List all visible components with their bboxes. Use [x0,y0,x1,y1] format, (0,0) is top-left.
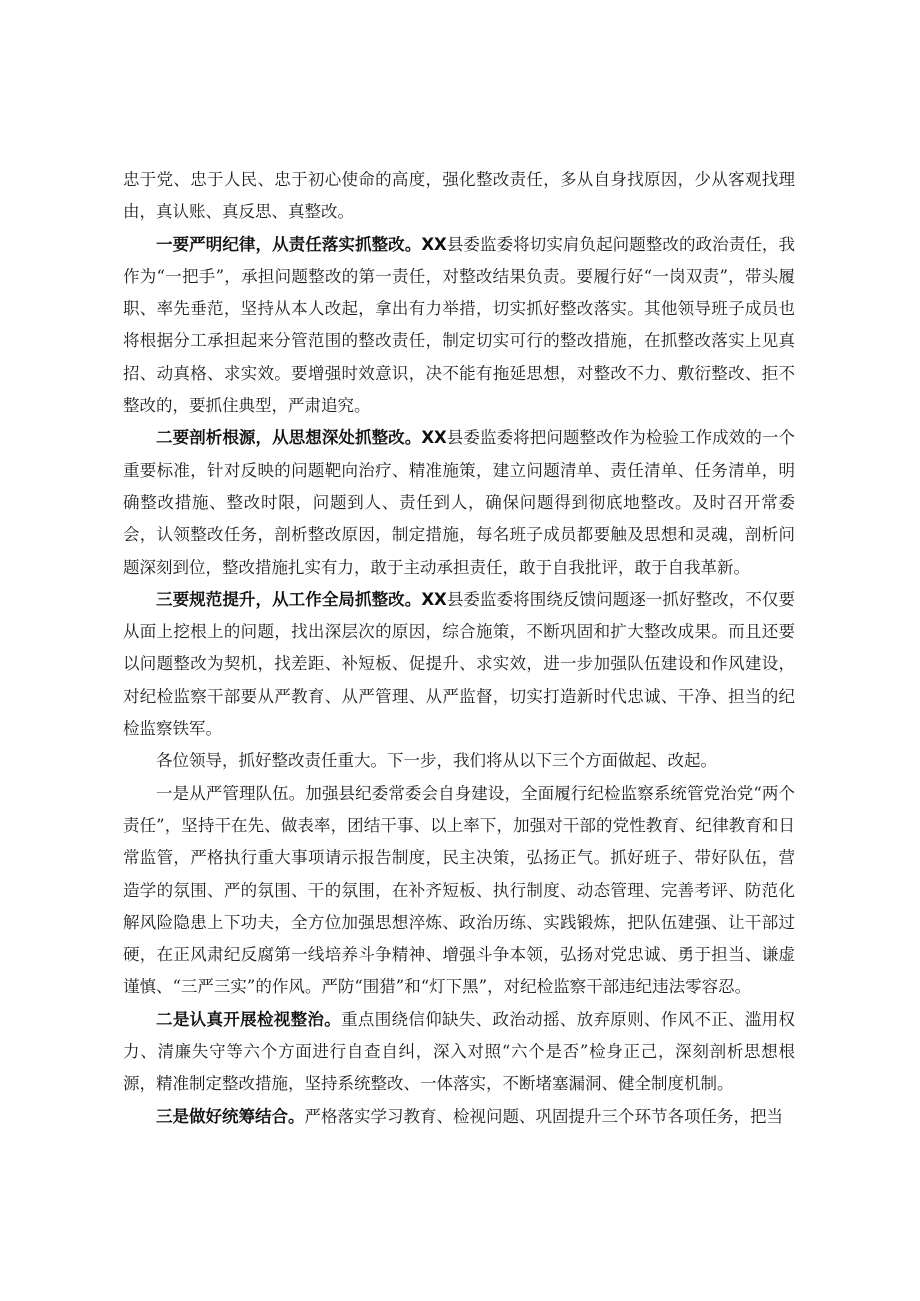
paragraph-discipline [123,229,795,423]
paragraph-heading: 二要剖析根源，从思想深处抓整改。XX [156,428,447,448]
paragraph-continuation [123,164,795,229]
paragraph-text: 重点围绕信仰缺失、政治动摇、放弃原则、作风不正、滥用权力、清廉失守等六个方面进行自查自纠，深入对照“六个是否”检身正己，深刻剖析思想根源，精准制定整改措施，坚持系统整改、一体落实，不断堵塞漏洞、健全制度机制。 [123,1009,796,1094]
paragraph-text: 县委监委将切实肩负起问题整改的政治责任，我作为“一把手”，承担问题整改的第一责任，对整改结果负责。要履行好“一岗双责”，带头履职、率先垂范，坚持从本人改起，拿出有力举措，切实抓好整改落实。其他领导班子成员也将根据分工承担起来分管范围的整改责任，制定切实可行的整改措施，在抓整改落实上见真招、动真格、求实效。要增强时效意识，决不能有拖延思想，对整改不力、敷衍整改、拒不整改的，要抓住典型，严肃追究。 [123,234,795,416]
paragraph-heading: 二是认真开展检视整治。 [156,1009,342,1029]
paragraph-text: 严格落实学习教育、检视问题、巩固提升三个环节各项任务，把当 [304,1106,783,1126]
paragraph-manage-team [123,778,795,1004]
paragraph-standardize [123,584,795,745]
paragraph-heading: 三是做好统筹结合。 [156,1106,305,1126]
paragraph-next-steps-intro [123,745,795,777]
paragraph-heading: 三要规范提升，从工作全局抓整改。XX [156,589,447,609]
paragraph-text: 一是从严管理队伍。加强县纪委常委会自身建设，全面履行纪检监察系统管党治党“两个责任”，坚持干在先、做表率，团结干事、以上率下，加强对干部的党性教育、纪律教育和日常监管，严格执行重大事项请示报告制度，民主决策，弘扬正气。抓好班子、带好队伍，营造学的氛围、严的氛围、干的氛围，在补齐短板、执行制度、动态管理、完善考评、防范化解风险隐患上下功夫，全方位加强思想淬炼、政治历练、实践锻炼，把队伍建强、让干部过硬，在正风肃纪反腐第一线培养斗争精神、增强斗争本领，弘扬对党忠诚、勇于担当、谦虚谨慎、“三严三实”的作风。严防“围猎”和“灯下黑”，对纪检监察干部违纪违法零容忍。 [123,783,795,997]
paragraph-text: 各位领导，抓好整改责任重大。下一步，我们将从以下三个方面做起、改起。 [156,751,717,771]
paragraph-coordination [123,1101,795,1133]
paragraph-text: 忠于党、忠于人民、忠于初心使命的高度，强化整改责任，多从自身找原因，少从客观找理由，真认账、真反思、真整改。 [123,170,795,222]
paragraph-inspection [123,1004,795,1101]
paragraph-text: 县委监委将围绕反馈问题逐一抓好整改，不仅要从面上挖根上的问题，找出深层次的原因，综合施策，不断巩固和扩大整改成果。而且还要以问题整改为契机，找差距、补短板、促提升、求实效，进一步加强队伍建设和作风建设，对纪检监察干部要从严教育、从严管理、从严监督，切实打造新时代忠诚、干净、担当的纪检监察铁军。 [123,589,795,739]
paragraph-root-cause [123,422,795,583]
paragraph-heading: 一要严明纪律，从责任落实抓整改。XX [156,234,447,254]
paragraph-text: 县委监委将把问题整改作为检验工作成效的一个重要标准，针对反映的问题靶向治疗、精准施策，建立问题清单、责任清单、任务清单，明确整改措施、整改时限，问题到人、责任到人，确保问题得到彻底地整改。及时召开常委会，认领整改任务，剖析整改原因，制定措施，每名班子成员都要触及思想和灵魂，剖析问题深刻到位，整改措施扎实有力，敢于主动承担责任，敢于自我批评，敢于自我革新。 [123,428,795,577]
document-body [123,164,795,1133]
